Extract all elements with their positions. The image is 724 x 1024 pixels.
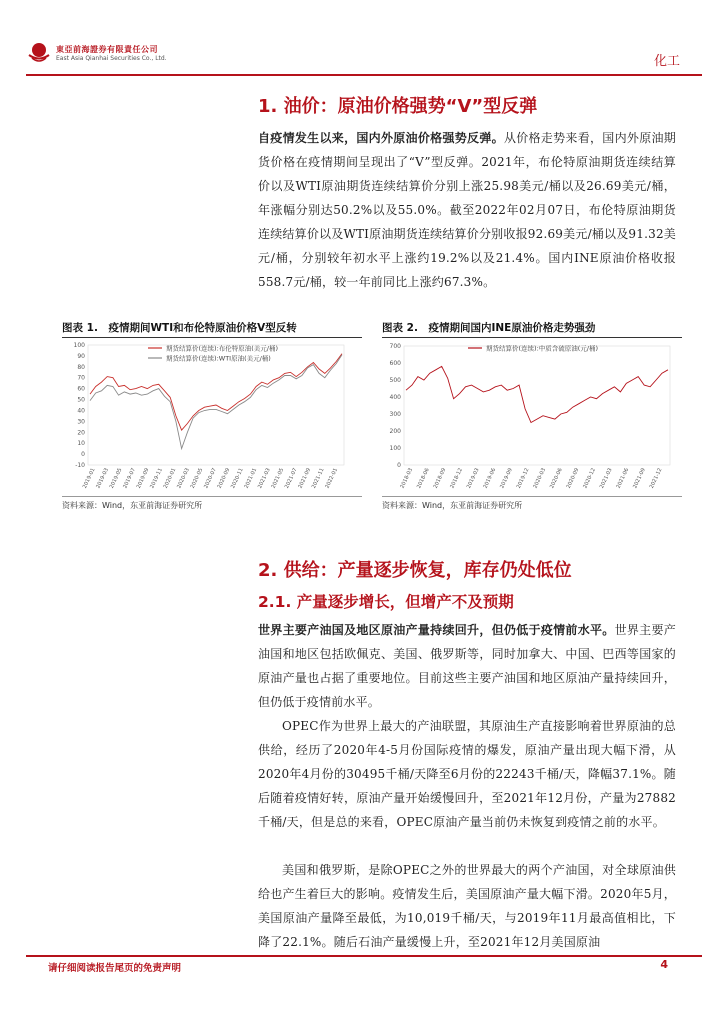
figure-1-y-tick-label: 30: [77, 418, 85, 426]
figure-2-x-tick-label: 2021-03: [599, 467, 614, 490]
figure-2-y-tick-label: 300: [389, 411, 401, 418]
figure-1-y-tick-label: 80: [77, 363, 85, 371]
figure-1-x-tick-label: 2021-11: [310, 467, 326, 490]
page-header: [26, 38, 702, 72]
figure-1-x-tick-label: 2020-07: [203, 467, 218, 490]
figure-1-y-tick-label: 10: [77, 440, 85, 448]
figure-1-top-rule: [62, 337, 362, 338]
company-name-cn: 東亞前海證券有限責任公司: [56, 45, 158, 54]
section-2-paragraph-1: [258, 618, 676, 714]
figure-2-x-tick-label: 2019-09: [499, 467, 514, 490]
section-2-paragraph-2: OPEC作为世界上最大的产油联盟，其原油生产直接影响着世界原油的总供给，经历了2020年4-5月份国际疫情的爆发，原油产量出现大幅下滑，从2020年4月份的30495千桶/天降至6月份的22243千桶/天，降幅37.1%。随后随着疫情好转，原油产量开始缓慢回升，至2021年12月份，产量为27882千桶/天，但是总的来看，OPEC原油产量当前仍未恢复到疫情之前的水平。: [258, 719, 676, 829]
figure-2-x-tick-label: 2018-09: [432, 467, 448, 490]
figure-2-y-tick-label: 200: [389, 428, 401, 435]
figure-1-y-tick-label: 50: [77, 396, 85, 404]
figure-1-caption: 图表 1. 疫情期间WTI和布伦特原油价格V型反转: [62, 322, 297, 334]
figure-1-x-tick-label: 2019-03: [95, 467, 111, 490]
industry-label: 化工: [653, 54, 680, 69]
figure-1-x-tick-label: 2019-09: [135, 467, 151, 490]
figure-1-chart: [62, 340, 362, 495]
figure-2-x-tick-label: 2020-12: [582, 467, 598, 490]
figure-2-chart: [382, 340, 682, 495]
figure-2-plot-area: [404, 346, 670, 465]
header-divider: [26, 74, 702, 76]
figure-1-y-tick-label: -10: [75, 462, 85, 469]
figure-1-series-line-1: [90, 354, 342, 430]
section-1-body: 从价格走势来看，国内外原油期货价格在疫情期间呈现出了“V”型反弹。2021年，布伦特原油期货连续结算价以及WTI原油期货连续结算价分别上涨25.98美元/桶以及26.69美元/桶，年涨幅分别达50.2%以及55.0%。截至2022年02月07日，布伦特原油期货连续结算价以及WTI原油期货连续结算价分别收报92.69美元/桶以及91.32美元/桶，分别较年初水平上涨约19.2%以及21.4%。国内INE原油价格收报558.7元/桶，较一年前同比上涨约67.3%。: [258, 131, 676, 289]
figure-2-x-tick-label: 2019-12: [515, 467, 531, 490]
figure-2-bottom-rule: [382, 496, 682, 497]
figure-2-x-tick-label: 2021-06: [615, 467, 631, 490]
company-name-en: East Asia Qianhai Securities Co., Ltd.: [56, 55, 167, 62]
figure-2-legend-label: 期货结算价(连续):中质含硫原油(元/桶): [486, 344, 599, 353]
figure-2-x-tick-label: 2018-12: [449, 467, 465, 490]
figure-2-top-rule: [382, 337, 682, 338]
figure-2-x-tick-label: 2019-06: [482, 467, 498, 490]
section-2-title: 2. 供给：产量逐步恢复，库存仍处低位: [258, 560, 572, 581]
figure-1-series-line-2: [90, 355, 342, 449]
figure-2-x-tick-label: 2020-09: [565, 467, 581, 490]
figure-1-y-tick-label: 20: [77, 429, 85, 437]
figure-1-x-tick-label: 2020-03: [176, 467, 191, 490]
section-2-paragraph-3: 美国和俄罗斯，是除OPEC之外的世界最大的两个产油国，对全球原油供给也产生着巨大的影响。疫情发生后，美国原油产量大幅下滑。2020年5月，美国原油产量降至最低，为10,019千桶/天，与2019年11月最高值相比，下降了22.1%。随后石油产量缓慢上升，至2021年12月美国原油: [258, 863, 676, 949]
figure-2-x-tick-label: 2018-06: [416, 467, 431, 490]
figure-1-bottom-rule: [62, 496, 362, 497]
figure-1-x-tick-label: 2019-11: [149, 467, 164, 490]
figure-1-legend-label: 期货结算价(连续):WTI原油(美元/桶): [166, 354, 271, 363]
figure-1-x-tick-label: 2020-05: [189, 467, 205, 490]
section-2-lead: 世界主要产油国及地区原油产量持续回升，但仍低于疫情前水平。: [258, 623, 615, 637]
figure-2-y-tick-label: 0: [397, 462, 401, 469]
figure-2-source: 资料来源：Wind，东亚前海证券研究所: [382, 501, 523, 510]
figure-1-x-tick-label: 2020-09: [216, 467, 232, 490]
figure-1-x-tick-label: 2019-05: [108, 467, 124, 490]
figure-2-y-tick-label: 500: [389, 377, 401, 384]
figure-1-source: 资料来源：Wind，东亚前海证券研究所: [62, 501, 203, 510]
figure-2-y-tick-label: 100: [389, 445, 401, 452]
figure-1-x-tick-label: 2021-03: [257, 467, 272, 490]
figure-1-x-tick-label: 2021-05: [270, 467, 286, 490]
section-1-lead: 自疫情发生以来，国内外原油价格强势反弹。: [258, 131, 504, 145]
figure-1-x-tick-label: 2019-07: [122, 467, 137, 490]
figure-2-x-tick-label: 2018-03: [399, 467, 415, 490]
footer-divider: [26, 955, 702, 957]
figure-2-x-tick-label: 2021-09: [632, 467, 647, 490]
figure-1-y-tick-label: 0: [81, 451, 85, 459]
figure-2-x-tick-label: 2019-03: [466, 467, 481, 490]
figure-2-y-tick-label: 700: [389, 343, 401, 350]
figure-1-y-tick-label: 60: [77, 385, 85, 393]
section-2-1-title: 2.1. 产量逐步增长，但增产不及预期: [258, 593, 514, 611]
footer-disclaimer: 请仔细阅读报告尾页的免责声明: [48, 963, 182, 974]
figure-1-x-tick-label: 2020-01: [162, 467, 178, 490]
figure-2-x-tick-label: 2021-12: [648, 467, 664, 490]
figure-2-x-tick-label: 2020-03: [532, 467, 548, 490]
figure-2-y-tick-label: 600: [389, 360, 401, 367]
figure-1-legend-label: 期货结算价(连续):布伦特原油(美元/桶): [166, 344, 279, 353]
figure-1-y-tick-label: 100: [73, 342, 85, 349]
figure-1-y-tick-label: 70: [77, 374, 85, 382]
figure-2-x-tick-label: 2020-06: [549, 467, 564, 490]
figure-2-y-tick-label: 400: [389, 394, 401, 401]
page-number: 4: [660, 958, 668, 971]
section-2-p1-body: 世界主要产油国和地区包括欧佩克、美国、俄罗斯等，同时加拿大、中国、巴西等国家的原油产量也占据了重要地位。目前这些主要产油国和地区原油产量持续回升，但仍低于疫情前水平。: [258, 623, 676, 709]
figure-1-x-tick-label: 2021-07: [284, 467, 299, 490]
figure-1-x-tick-label: 2021-09: [297, 467, 313, 490]
figure-1-y-tick-label: 40: [77, 407, 85, 415]
figure-1-x-tick-label: 2022-01: [324, 467, 340, 490]
figure-1-x-tick-label: 2019-01: [81, 467, 97, 490]
figure-1-x-tick-label: 2021-01: [243, 467, 259, 490]
figure-1-x-tick-label: 2020-11: [230, 467, 245, 490]
figure-2-series-line-1: [406, 366, 668, 422]
company-logo-icon: [26, 40, 52, 64]
section-1-title: 1. 油价：原油价格强势“V”型反弹: [258, 96, 538, 117]
figure-2-caption: 图表 2. 疫情期间国内INE原油价格走势强劲: [382, 322, 596, 334]
section-1-paragraph: [258, 126, 676, 294]
figure-1-y-tick-label: 90: [77, 352, 85, 360]
